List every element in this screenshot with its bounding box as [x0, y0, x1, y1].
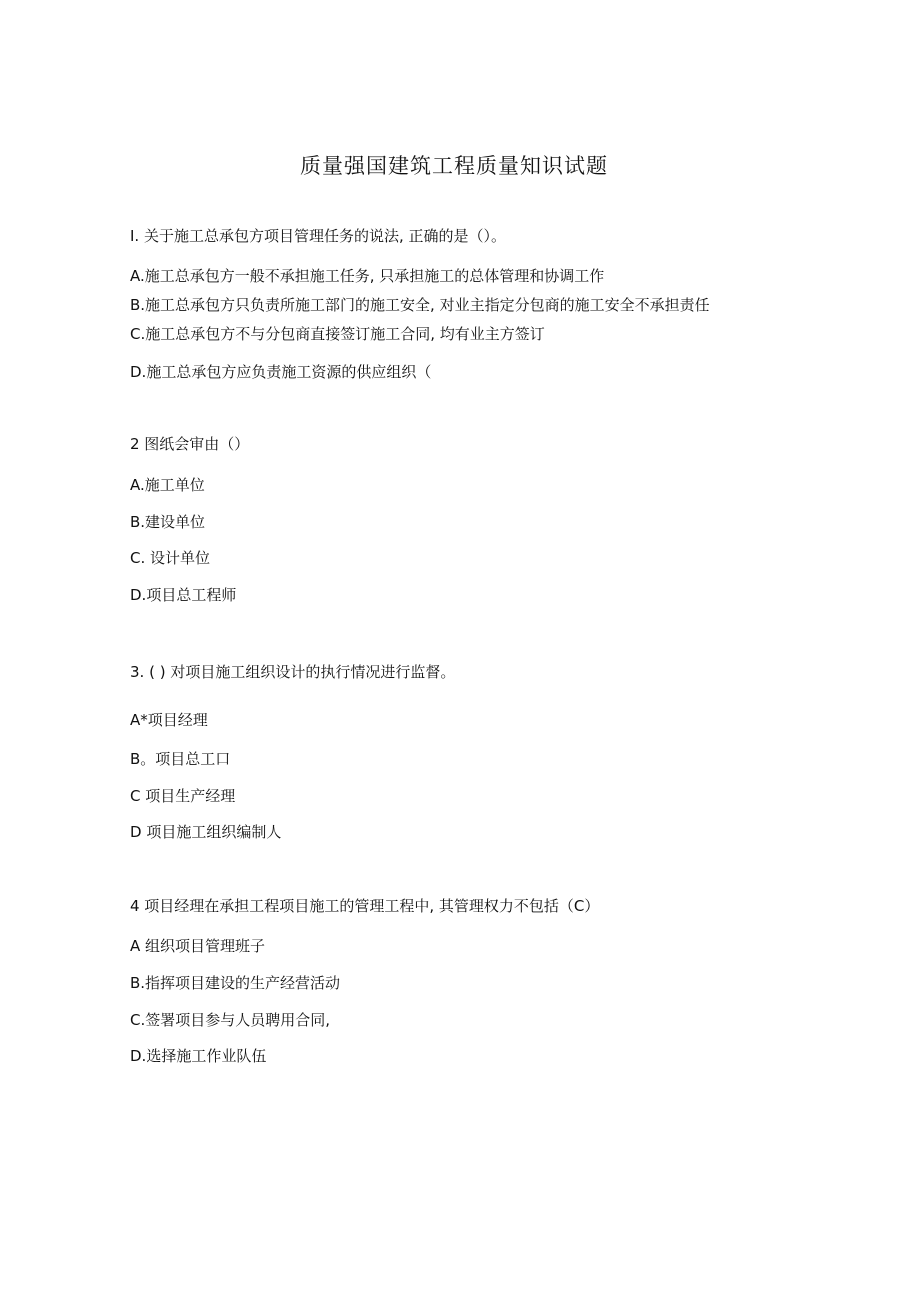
question-1-stem: I. 关于施工总承包方项目管理任务的说法, 正确的是（）。: [130, 227, 506, 245]
question-3-option-d: D 项目施工组织编制人: [130, 823, 282, 841]
page-title: 质量强国建筑工程质量知识试题: [300, 154, 608, 178]
question-3-option-c: C 项目生产经理: [130, 787, 236, 805]
question-2-option-b: B.建设单位: [130, 513, 206, 531]
question-3-option-a: A*项目经理: [130, 711, 208, 729]
question-2-option-a: A.施工单位: [130, 476, 205, 494]
question-4-option-b: B.指挥项目建设的生产经营活动: [130, 974, 341, 992]
question-4-stem: 4 项目经理在承担工程项目施工的管理工程中, 其管理权力不包括（C）: [130, 897, 600, 915]
question-1-option-c: C.施工总承包方不与分包商直接签订施工合同, 均有业主方签订: [130, 325, 545, 343]
question-4-option-c: C.签署项目参与人员聘用合同,: [130, 1011, 331, 1029]
question-2-option-c: C. 设计单位: [130, 549, 211, 567]
question-4-option-d: D.选择施工作业队伍: [130, 1047, 267, 1065]
question-3-stem: 3. ( ) 对项目施工组织设计的执行情况进行监督。: [130, 663, 456, 681]
question-2-stem: 2 图纸会审由（）: [130, 435, 250, 453]
question-1-option-a: A.施工总承包方一般不承担施工任务, 只承担施工的总体管理和协调工作: [130, 267, 605, 285]
question-4-option-a: A 组织项目管理班子: [130, 937, 266, 955]
question-1-option-b: B.施工总承包方只负责所施工部门的施工安全, 对业主指定分包商的施工安全不承担责任: [130, 296, 710, 314]
question-3-option-b: B。项目总工口: [130, 750, 231, 768]
question-2-option-d: D.项目总工程师: [130, 586, 237, 604]
question-1-option-d: D.施工总承包方应负责施工资源的供应组织（: [130, 363, 432, 381]
